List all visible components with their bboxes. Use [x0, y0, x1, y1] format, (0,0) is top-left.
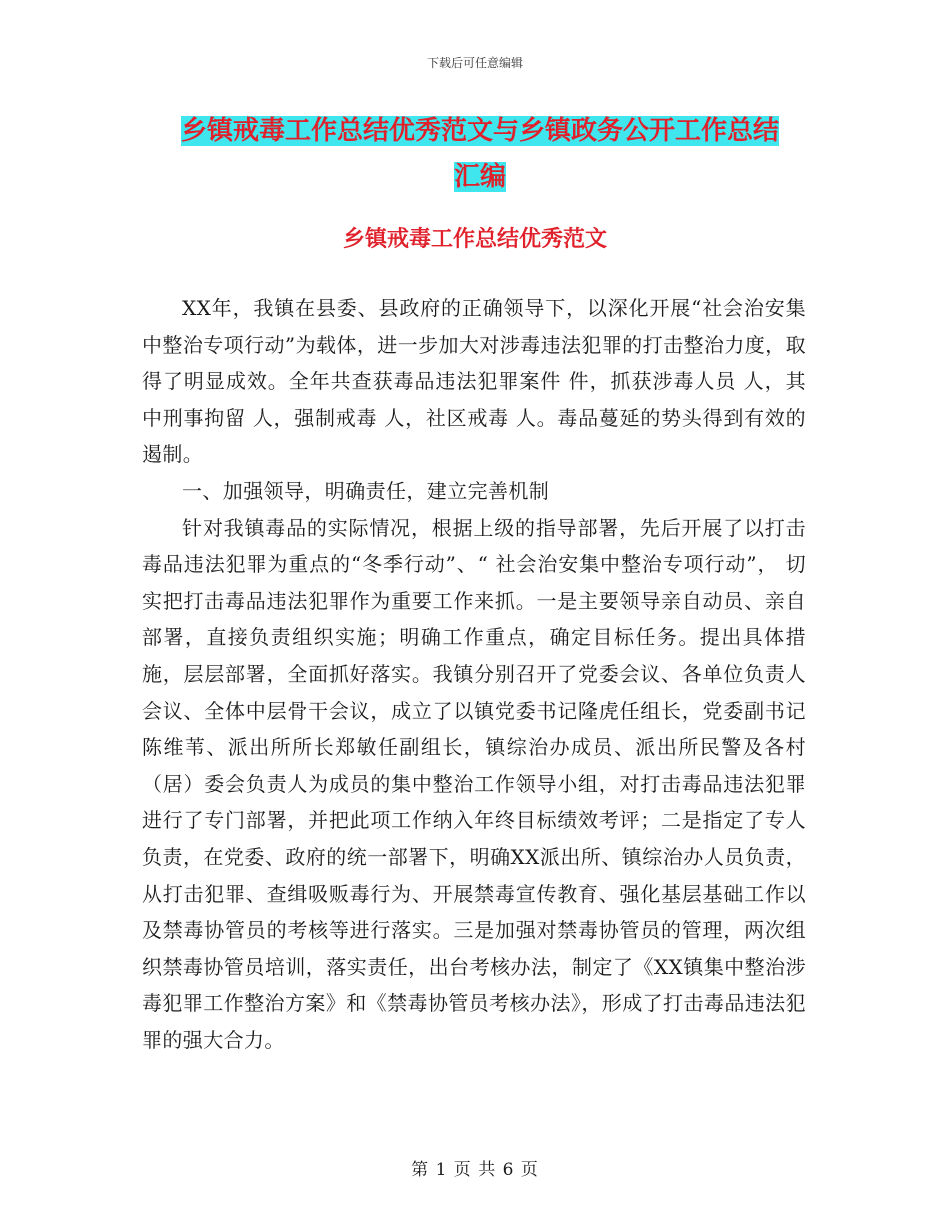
document-title-line-2: 汇编 [453, 162, 506, 192]
header-note: 下载后可任意编辑 [426, 56, 523, 70]
section-title: 乡镇戒毒工作总结优秀范文 [342, 227, 607, 252]
page-footer: 第 1 页 共 6 页 [411, 1160, 539, 1180]
paragraph-detail: 针对我镇毒品的实际情况，根据上级的指导部署，先后开展了以打击毒品违法犯罪为重点的“冬季行动”、“ 社会治安集中整治专项行动”， 切实把打击毒品违法犯罪作为重要工作来抓。一是主要领导亲自动员、亲自部署，直接负责组织实施；明确工作重点，确定目标任务。提出具体措施，层层部署，全面抓好落实。我镇分别召开了党委会议、各单位负责人会议、全体中层骨干会议，成立了以镇党委书记隆虎任组长，党委副书记陈维苇、派出所所长郑敏任副组长，镇综治办成员、派出所民警及各村（居）委会负责人为成员的集中整治工作领导小组，对打击毒品违法犯罪进行了专门部署，并把此项工作纳入年终目标绩效考评；二是指定了专人负责，在党委、政府的统一部署下，明确XX派出所、镇综治办人员负责，从打击犯罪、查缉吸贩毒行为、开展禁毒宣传教育、强化基层基础工作以及禁毒协管员的考核等进行落实。三是加强对禁毒协管员的管理，两次组织禁毒协管员培训，落实责任，出台考核办法，制定了《XX镇集中整治涉毒犯罪工作整治方案》和《禁毒协管员考核办法》，形成了打击毒品违法犯罪的强大合力。 [142, 515, 806, 1052]
paragraph-intro: XX年，我镇在县委、县政府的正确领导下，以深化开展“社会治安集中整治专项行动”为载体，进一步加大对涉毒违法犯罪的打击整治力度，取得了明显成效。全年共查获毒品违法犯罪案件 件，抓获涉毒人员 人，其中刑事拘留 人，强制戒毒 人，社区戒毒 人。毒品蔓延的势头得到有效的遏制。 [142, 296, 806, 467]
document-title [150, 108, 810, 200]
paragraph-heading-1: 一、加强领导，明确责任，建立完善机制 [182, 478, 550, 503]
document-title-line-1: 乡镇戒毒工作总结优秀范文与乡镇政务公开工作总结 [180, 116, 779, 146]
body-text [142, 290, 806, 1058]
